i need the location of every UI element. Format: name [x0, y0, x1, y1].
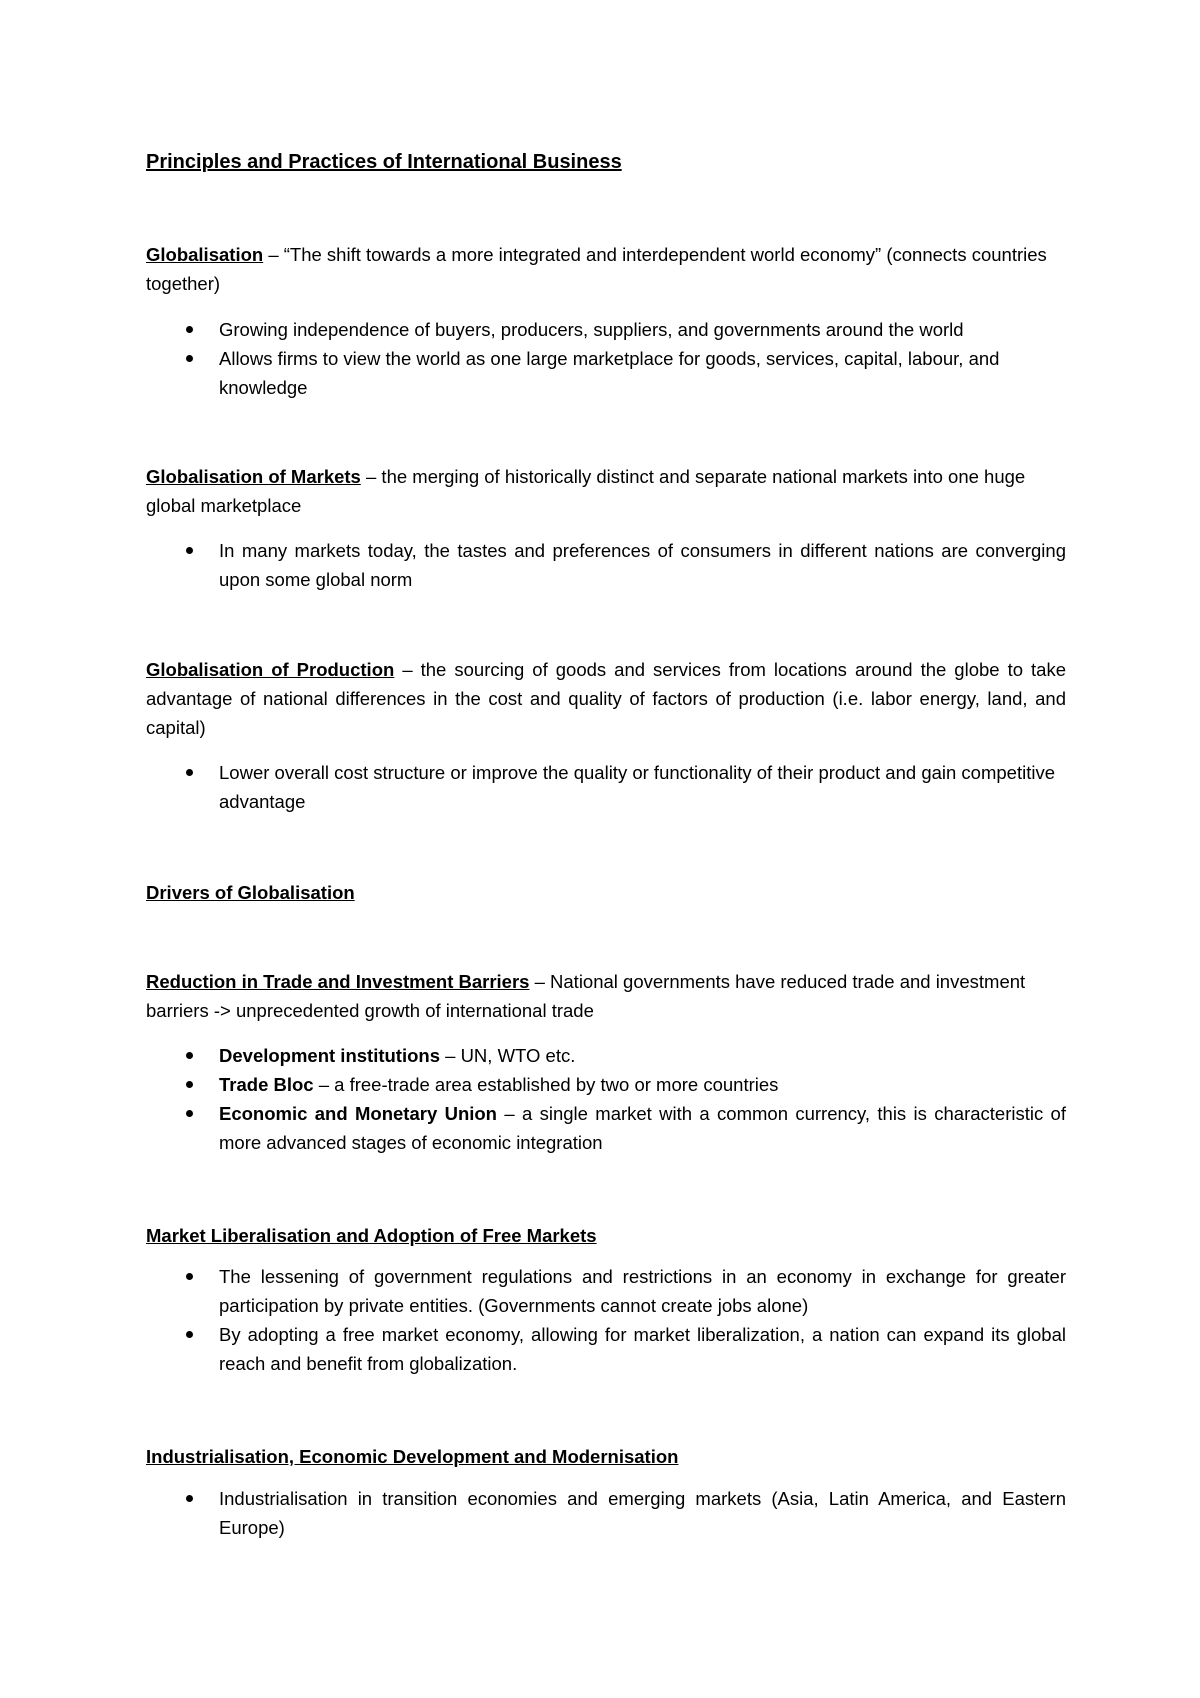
markets-term: Globalisation of Markets	[146, 466, 361, 487]
list-item: The lessening of government regulations and restrictions in an economy in exchange for greater participation by private entities. (Governments cannot create jobs alone)	[146, 1262, 1066, 1320]
barriers-paragraph	[146, 967, 1066, 1025]
list-item: Economic and Monetary Union – a single market with a common currency, this is characteristic of more advanced stages of economic integration	[146, 1099, 1066, 1157]
globalisation-term: Globalisation	[146, 244, 264, 265]
bullet-icon	[186, 1495, 193, 1502]
production-term: Globalisation of Production	[146, 659, 395, 680]
bullet-icon	[186, 769, 193, 776]
industrialisation-heading: Industrialisation, Economic Development and Modernisation	[146, 1446, 679, 1467]
drivers-heading: Drivers of Globalisation	[146, 882, 355, 903]
list-item: Lower overall cost structure or improve the quality or functionality of their product and gain competitive advantage	[146, 758, 1066, 816]
bullet-icon	[186, 1273, 193, 1280]
barriers-bullets	[146, 1041, 1066, 1157]
bullet-icon	[186, 1052, 193, 1059]
markets-paragraph	[146, 462, 1066, 520]
production-bullets	[146, 758, 1066, 816]
list-item: Trade Bloc – a free-trade area established by two or more countries	[146, 1070, 1066, 1099]
document-title: Principles and Practices of International Business	[146, 151, 622, 173]
list-item: Growing independence of buyers, producers, suppliers, and governments around the world	[146, 315, 1066, 344]
globalisation-definition: – “The shift towards a more integrated and interdependent world economy” (connects countries together)	[146, 244, 1047, 294]
list-item: Industrialisation in transition economies and emerging markets (Asia, Latin America, and Eastern Europe)	[146, 1484, 1066, 1542]
list-item: Development institutions – UN, WTO etc.	[146, 1041, 1066, 1070]
list-item: By adopting a free market economy, allowing for market liberalization, a nation can expand its global reach and benefit from globalization.	[146, 1320, 1066, 1378]
industrialisation-bullets	[146, 1484, 1066, 1542]
production-paragraph	[146, 655, 1066, 742]
bullet-icon	[186, 1081, 193, 1088]
barriers-definition: – National governments have reduced trade and investment barriers -> unprecedented growth of international trade	[146, 971, 1026, 1021]
markets-definition: – the merging of historically distinct and separate national markets into one huge global marketplace	[146, 466, 1026, 516]
list-item: Allows firms to view the world as one large marketplace for goods, services, capital, labour, and knowledge	[146, 344, 1066, 402]
bullet-icon	[186, 547, 193, 554]
barriers-term: Reduction in Trade and Investment Barriers	[146, 971, 530, 992]
bullet-icon	[186, 1331, 193, 1338]
liberalisation-bullets	[146, 1262, 1066, 1378]
bullet-icon	[186, 355, 193, 362]
liberalisation-heading: Market Liberalisation and Adoption of Free Markets	[146, 1225, 597, 1246]
list-item: In many markets today, the tastes and preferences of consumers in different nations are converging upon some global norm	[146, 536, 1066, 594]
globalisation-bullets	[146, 315, 1066, 402]
globalisation-paragraph	[146, 240, 1066, 298]
production-definition: – the sourcing of goods and services from locations around the globe to take advantage of national differences in the cost and quality of factors of production (i.e. labor energy, land, and capital)	[146, 659, 1066, 738]
bullet-icon	[186, 1110, 193, 1117]
bullet-icon	[186, 326, 193, 333]
markets-bullets	[146, 536, 1066, 594]
